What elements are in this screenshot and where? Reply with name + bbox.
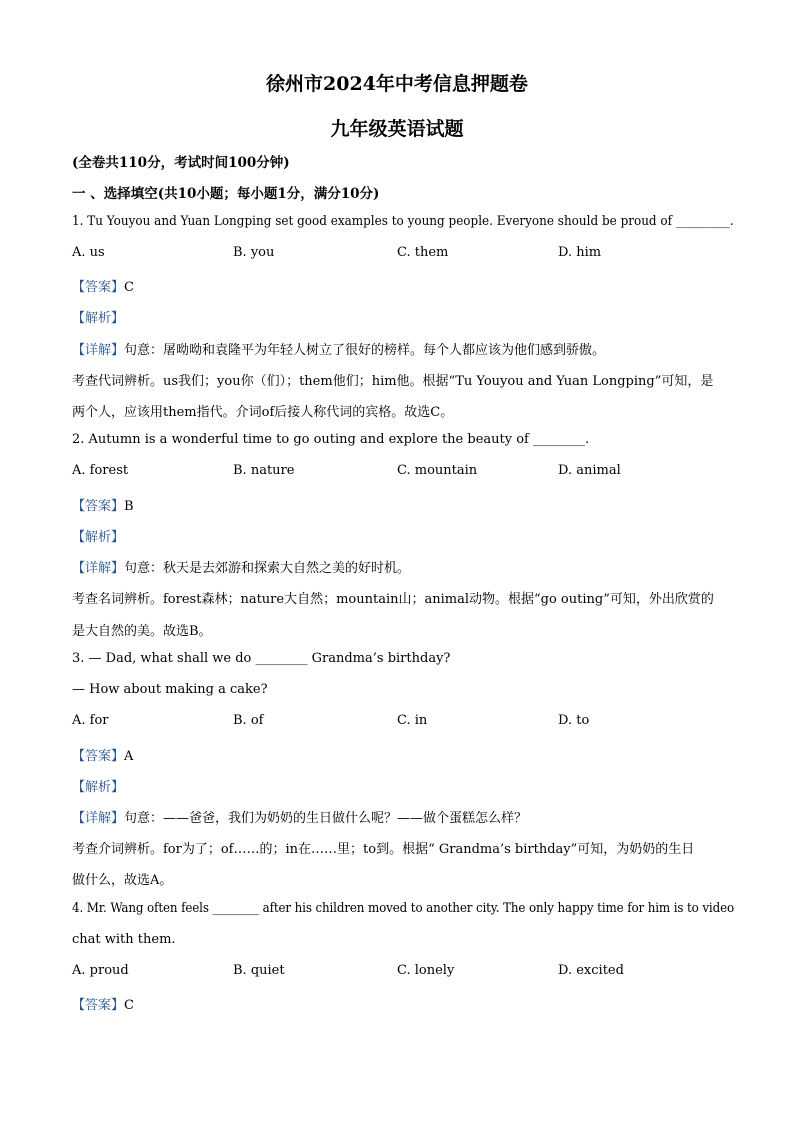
question-1-option-a: A. us [72,245,105,260]
question-3-answer [72,745,133,764]
question-1-option-b: B. you [233,245,275,260]
question-3-option-c: C. in [397,713,428,728]
section-title: 一 、选择填空(共10小题；每小题1分，满分10分) [72,186,380,202]
answer-value: C [124,998,134,1013]
answer-label: 【答案】 [72,499,125,514]
detail-label: 【详解】 [72,343,125,358]
question-4-option-c: C. lonely [397,963,455,978]
question-2-option-a: A. forest [72,463,129,478]
detail-text: 句意：——爸爸，我们为奶奶的生日做什么呢？——做个蛋糕怎么样？ [124,811,528,826]
question-1-answer [72,276,134,295]
question-2-answer [72,495,134,514]
question-1-explain-line-2: 两个人，应该用them指代。介词of后接人称代词的宾格。故选C。 [72,405,454,420]
analysis-label: 【解析】 [72,780,125,795]
answer-label: 【答案】 [72,749,125,764]
answer-value: C [124,280,134,295]
analysis-label: 【解析】 [72,530,125,545]
question-1-option-d: D. him [558,245,602,260]
answer-value: B [124,499,134,514]
question-4-answer [72,994,134,1013]
question-2-option-c: C. mountain [397,463,478,478]
question-4-stem-line-2: chat with them. [72,932,176,947]
question-3-option-b: B. of [233,713,264,728]
question-3-detail [72,807,527,826]
question-3-stem-reply: — How about making a cake? [72,682,268,697]
question-2-explain-line-2: 是大自然的美。故选B。 [72,624,212,639]
question-3-stem: 3. — Dad, what shall we do ________ Grandma’s birthday? [72,651,451,666]
question-2-explain-line-1: 考查名词辨析。forest森林；nature大自然；mountain山；animal动物。根据“go outing”可知，外出欣赏的 [72,592,714,607]
question-4-option-b: B. quiet [233,963,285,978]
question-3-option-d: D. to [558,713,590,728]
question-1-stem: 1. Tu Youyou and Yuan Longping set good examples to young people. Everyone should be proud of _________. [72,214,734,229]
question-3-analysis [72,776,124,795]
answer-label: 【答案】 [72,280,125,295]
question-3-explain-line-1: 考查介词辨析。for为了；of……的；in在……里；to到。根据“ Grandma’s birthday”可知，为奶奶的生日 [72,842,695,857]
page-title: 徐州市2024年中考信息押题卷 [266,73,528,95]
detail-text: 句意：秋天是去郊游和探索大自然之美的好时机。 [124,561,411,576]
question-2-option-d: D. animal [558,463,621,478]
question-4-option-d: D. excited [558,963,624,978]
analysis-label: 【解析】 [72,311,125,326]
page-subtitle: 九年级英语试题 [330,118,464,140]
question-1-explain-line-1: 考查代词辨析。us我们；you你（们）；them他们；him他。根据“Tu Youyou and Yuan Longping”可知，是 [72,374,714,389]
answer-label: 【答案】 [72,998,125,1013]
question-3-explain-line-2: 做什么，故选A。 [72,873,173,888]
question-2-detail [72,557,410,576]
question-2-analysis [72,526,124,545]
question-2-stem: 2. Autumn is a wonderful time to go outing and explore the beauty of ________. [72,432,590,447]
detail-text: 句意：屠呦呦和袁隆平为年轻人树立了很好的榜样。每个人都应该为他们感到骄傲。 [124,343,606,358]
exam-info: (全卷共110分，考试时间100分钟) [72,155,290,171]
question-1-option-c: C. them [397,245,449,260]
question-1-detail [72,339,605,358]
question-4-stem: 4. Mr. Wang often feels ________ after his children moved to another city. The only happy time for him is to video [72,901,735,916]
detail-label: 【详解】 [72,811,125,826]
question-1-analysis [72,307,124,326]
question-2-option-b: B. nature [233,463,295,478]
detail-label: 【详解】 [72,561,125,576]
question-3-option-a: A. for [72,713,109,728]
question-4-option-a: A. proud [72,963,129,978]
answer-value: A [124,749,134,764]
